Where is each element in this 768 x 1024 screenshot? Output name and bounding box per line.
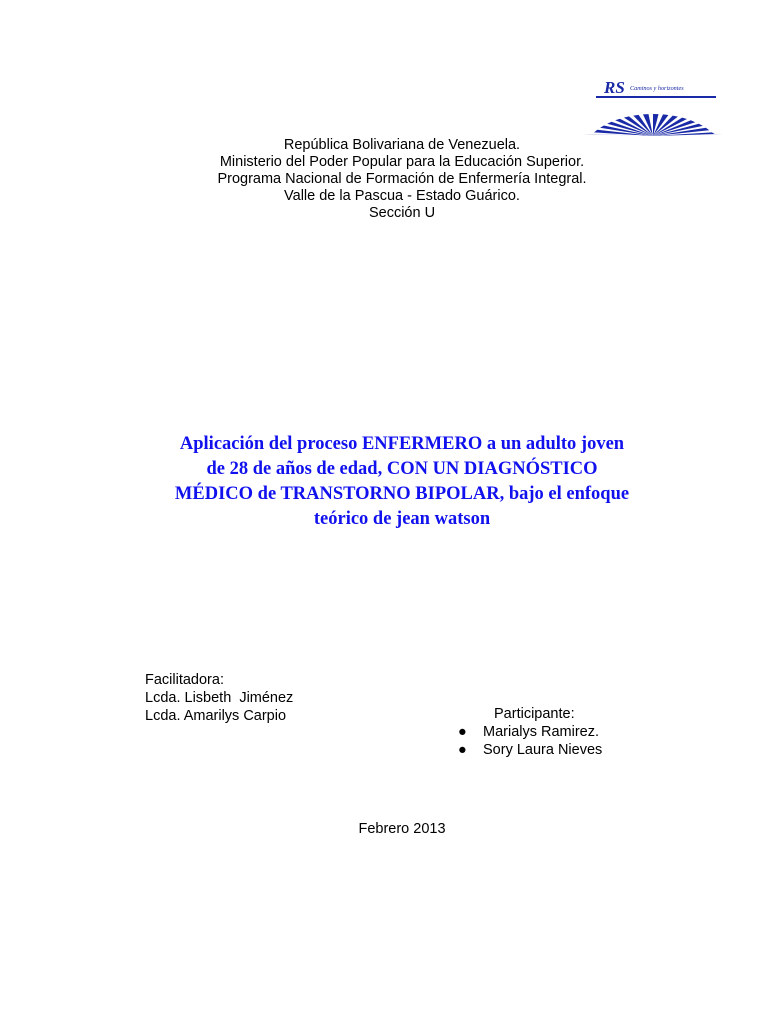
facilitators-label: Facilitadora: — [145, 672, 224, 688]
header-line-section: Sección U — [368, 205, 436, 221]
logo-letters: RS — [604, 78, 625, 97]
title-line: teórico de jean watson — [313, 509, 491, 529]
facilitator-name: Lcda. Lisbeth Jiménez — [145, 690, 294, 706]
winged-logo-icon — [576, 74, 730, 142]
document-date: Febrero 2013 — [358, 821, 446, 837]
logo-text: Caminos y horizontes — [630, 85, 684, 92]
institution-header — [0, 137, 768, 222]
participants-block — [458, 705, 602, 759]
institution-logo — [576, 74, 730, 142]
document-title — [0, 432, 768, 532]
participant-name: Marialys Ramirez. — [483, 724, 600, 740]
header-line-location: Valle de la Pascua - Estado Guárico. — [284, 188, 520, 204]
list-item — [458, 723, 602, 741]
participants-list — [458, 723, 602, 759]
header-line-country: República Bolivariana de Venezuela. — [283, 137, 521, 153]
header-line-program: Programa Nacional de Formación de Enfermería Integral. — [217, 171, 587, 187]
title-line: de 28 de años de edad, CON UN DIAGNÓSTICO — [206, 459, 598, 479]
participants-label: Participante: — [494, 706, 575, 722]
facilitators-block — [145, 671, 293, 725]
title-line: MÉDICO de TRANSTORNO BIPOLAR, bajo el enfoque — [174, 484, 630, 504]
facilitator-name: Lcda. Amarilys Carpio — [145, 708, 287, 724]
participant-name: Sory Laura Nieves — [483, 742, 603, 758]
title-line: Aplicación del proceso ENFERMERO a un adulto joven — [179, 434, 625, 454]
list-item — [458, 741, 602, 759]
bullet-icon: ● — [458, 742, 467, 758]
bullet-icon: ● — [458, 724, 467, 740]
logo-ray — [653, 114, 659, 136]
header-line-ministry: Ministerio del Poder Popular para la Educación Superior. — [219, 154, 585, 170]
